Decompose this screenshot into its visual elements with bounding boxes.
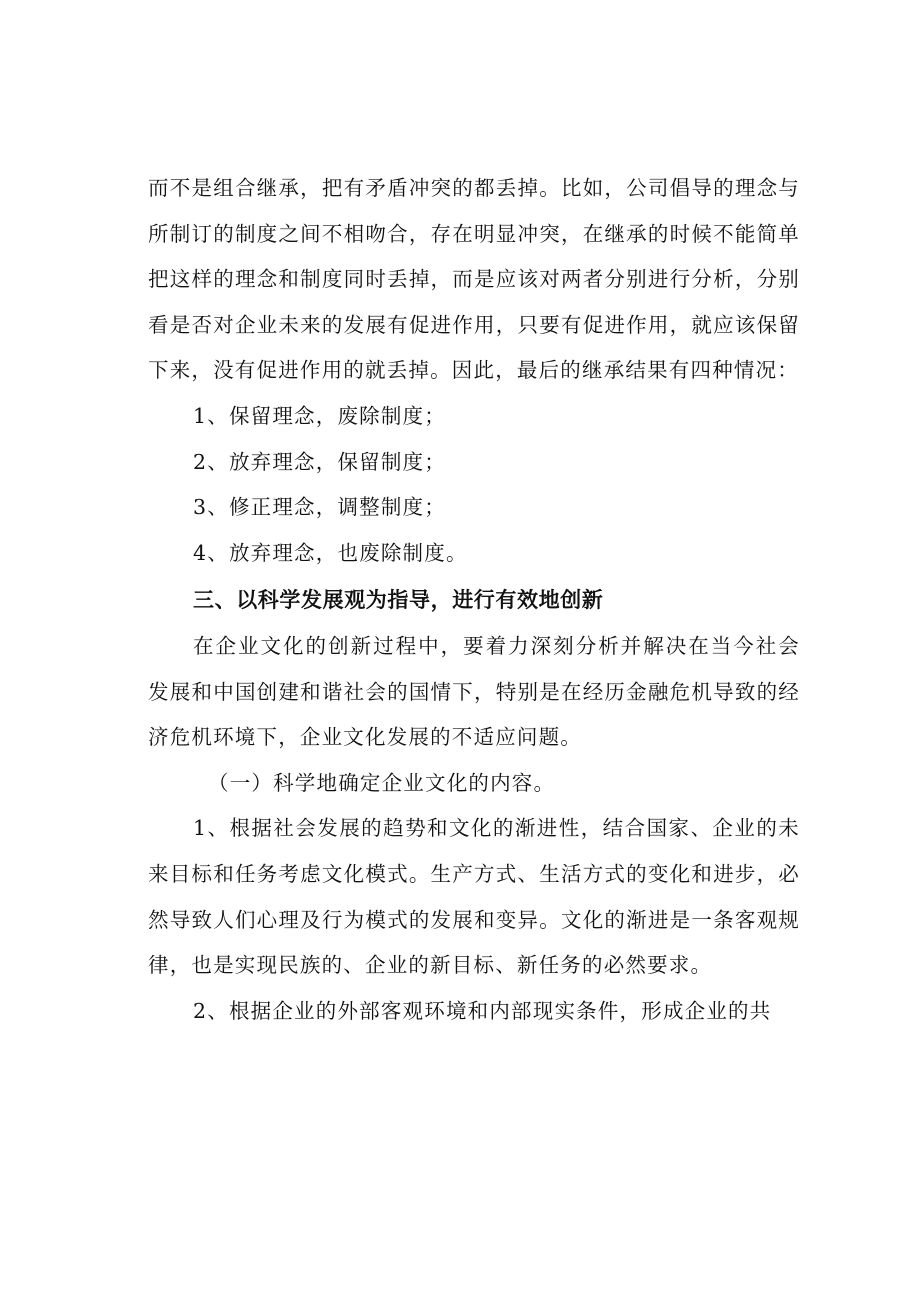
list-item-3: 3、修正理念，调整制度； xyxy=(193,495,446,520)
list-item-2: 2、放弃理念，保留制度； xyxy=(193,449,446,474)
subsection-heading-1: （一）科学地确定企业文化的内容。 xyxy=(208,770,556,795)
section-heading-3: 三、以科学发展观为指导，进行有效地创新 xyxy=(193,588,604,613)
paragraph-point-2: 2、根据企业的外部客观环境和内部现实条件，形成企业的共 xyxy=(193,998,772,1023)
paragraph-innovation: 在企业文化的创新过程中，要着力深刻分析并解决在当今社会发展和中国创建和谐社会的国情下，特别是在经历金融危机导致的经济危机环境下，企业文化发展的不适应问题。 xyxy=(148,633,800,750)
list-item-1: 1、保留理念，废除制度； xyxy=(193,403,446,428)
paragraph-point-1: 1、根据社会发展的趋势和文化的渐进性，结合国家、企业的未来目标和任务考虑文化模式。生产方式、生活方式的变化和进步，必然导致人们心理及行为模式的发展和变异。文化的渐进是一条客观规律，也是实现民族的、企业的新目标、新任务的必然要求。 xyxy=(148,816,800,978)
list-item-4: 4、放弃理念，也废除制度。 xyxy=(193,540,468,565)
paragraph-continuation: 而不是组合继承，把有矛盾冲突的都丢掉。比如，公司倡导的理念与所制订的制度之间不相吻合，存在明显冲突，在继承的时候不能简单把这样的理念和制度同时丢掉，而是应该对两者分别进行分析，分别看是否对企业未来的发展有促进作用，只要有促进作用，就应该保留下来，没有促进作用的就丢掉。因此，最后的继承结果有四种情况： xyxy=(148,176,800,383)
document-body xyxy=(148,166,800,1034)
